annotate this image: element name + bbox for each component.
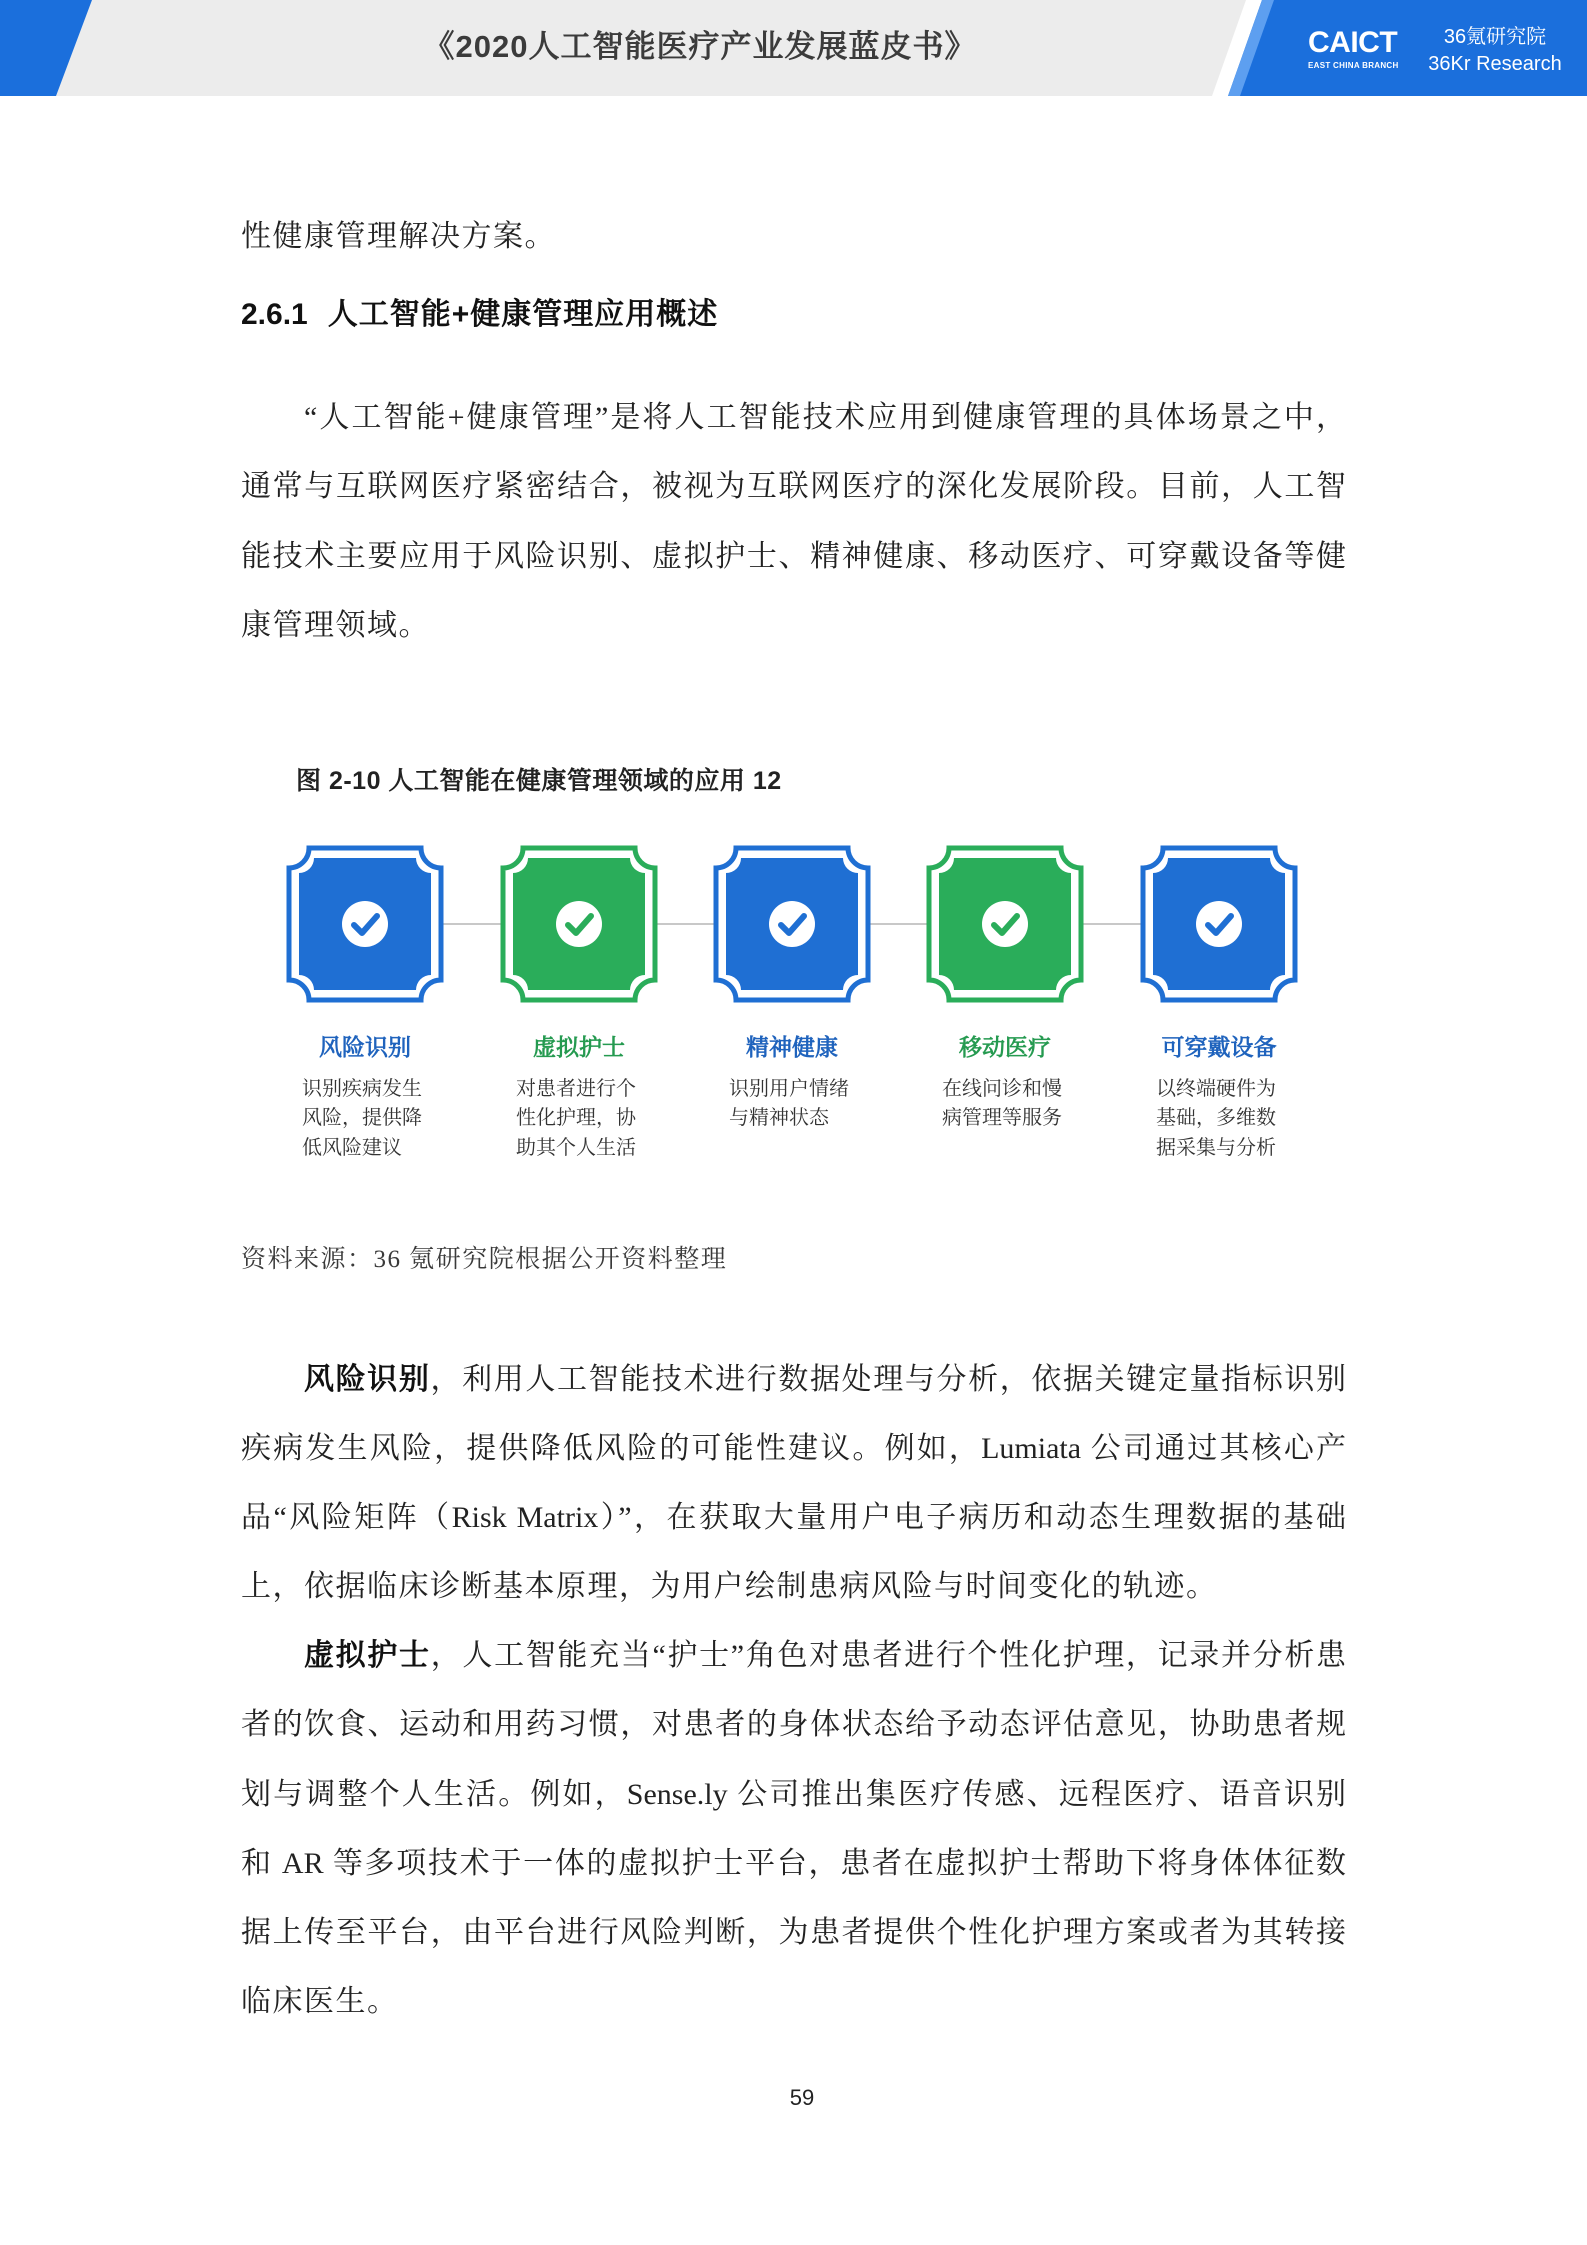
figure-item-title: 可穿戴设备 (1161, 1034, 1277, 1060)
desc-line: 对患者进行个 (516, 1078, 636, 1100)
report-title: 《2020人工智能医疗产业发展蓝皮书》 (423, 29, 977, 64)
line-text: ，利用人工智能技术进行数据处理与分析，依据关键定量指标识别 (430, 1362, 1346, 1396)
previous-paragraph-tail (241, 202, 1346, 271)
paragraph-line: 上，依据临床诊断基本原理，为用户绘制患病风险与时间变化的轨迹。 (241, 1570, 1218, 1604)
badge-frame (286, 845, 444, 1003)
paragraph-virtual-nurse (241, 1621, 1346, 2037)
lead-term: 虚拟护士 (304, 1639, 431, 1672)
paragraph-line: 品“风险矩阵（Risk Matrix）”，在获取大量用户电子病历和动态生理数据的基础 (241, 1501, 1346, 1535)
figure-item-mental-health (685, 845, 899, 1134)
section-title: 人工智能+健康管理应用概述 (327, 298, 719, 331)
figure-application-areas (0, 845, 1587, 1165)
paragraph-line: 据上传至平台，由平台进行风险判断，为患者提供个性化护理方案或者为其转接 (241, 1916, 1346, 1950)
caict-logo (1308, 26, 1412, 72)
36kr-name-en: 36Kr Research (1428, 53, 1562, 75)
paragraph-overview (241, 383, 1346, 660)
caict-logo-name: CAICT (1308, 26, 1398, 59)
desc-line: 性化护理，协 (516, 1107, 636, 1130)
paragraph-line: 者的饮食、运动和用药习惯，对患者的身体状态给予动态评估意见，协助患者规 (241, 1708, 1346, 1742)
desc-line: 以终端硬件为 (1156, 1078, 1276, 1100)
figure-source: 资料来源：36 氪研究院根据公开资料整理 (241, 1246, 728, 1273)
desc-line: 识别疾病发生 (302, 1078, 422, 1100)
check-icon (342, 901, 388, 947)
page-header (0, 0, 1587, 96)
figure-item-desc (472, 1075, 686, 1163)
desc-line: 在线问诊和慢 (942, 1078, 1062, 1100)
badge-frame (713, 845, 871, 1003)
paragraph-risk-identification (241, 1345, 1346, 1622)
caict-logo-branch: EAST CHINA BRANCH (1308, 61, 1399, 70)
figure-caption: 图 2-10 人工智能在健康管理领域的应用 12 (296, 767, 782, 795)
desc-line: 据采集与分析 (1156, 1136, 1276, 1159)
section-heading (241, 280, 718, 349)
desc-line: 与精神状态 (729, 1107, 829, 1130)
badge-frame (500, 845, 658, 1003)
paragraph-line: 和 AR 等多项技术于一体的虚拟护士平台，患者在虚拟护士帮助下将身体体征数 (241, 1846, 1346, 1880)
figure-item-desc (1112, 1075, 1326, 1163)
check-icon (1196, 901, 1242, 947)
paragraph-line: 临床医生。 (241, 1985, 399, 2019)
figure-item-title: 虚拟护士 (533, 1034, 625, 1060)
paragraph-line: 疾病发生风险，提供降低风险的可能性建议。例如，Lumiata 公司通过其核心产 (241, 1431, 1346, 1465)
check-icon (982, 901, 1028, 947)
figure-item-title: 移动医疗 (959, 1034, 1051, 1060)
lead-term: 风险识别 (304, 1362, 431, 1396)
paragraph-line: 性健康管理解决方案。 (241, 219, 556, 253)
check-icon (556, 901, 602, 947)
line-text: ，人工智能充当“护士”角色对患者进行个性化护理，记录并分析患 (430, 1639, 1346, 1672)
36kr-name-cn: 36氪研究院 (1443, 26, 1547, 48)
paragraph-line: 通常与互联网医疗紧密结合，被视为互联网医疗的深化发展阶段。目前，人工智 (241, 470, 1346, 504)
figure-item-title: 精神健康 (746, 1034, 838, 1060)
desc-line: 风险，提供降 (302, 1107, 422, 1130)
badge-frame (1140, 845, 1298, 1003)
figure-item-risk-identification (258, 845, 472, 1163)
badge-frame (926, 845, 1084, 1003)
figure-item-desc (685, 1075, 899, 1134)
paragraph-line: 能技术主要应用于风险识别、虚拟护士、精神健康、移动医疗、可穿戴设备等健 (241, 539, 1346, 573)
figure-item-desc (258, 1075, 472, 1163)
figure-item-title: 风险识别 (319, 1034, 411, 1060)
36kr-research-logo (1420, 24, 1570, 78)
desc-line: 识别用户情绪 (729, 1078, 849, 1100)
desc-line: 病管理等服务 (942, 1107, 1062, 1130)
paragraph-line (241, 1621, 1346, 1690)
paragraph-line (241, 1345, 1346, 1414)
figure-item-wearables (1112, 845, 1326, 1163)
desc-line: 基础，多维数 (1156, 1107, 1276, 1130)
paragraph-line: 康管理领域。 (241, 608, 430, 642)
page-number: 59 (789, 2085, 815, 2110)
figure-item-mobile-medical (898, 845, 1112, 1134)
paragraph-line: “人工智能+健康管理”是将人工智能技术应用到健康管理的具体场景之中， (304, 401, 1346, 434)
figure-item-desc (898, 1075, 1112, 1134)
figure-item-virtual-nurse (472, 845, 686, 1163)
desc-line: 低风险建议 (302, 1136, 402, 1159)
paragraph-line: 划与调整个人生活。例如，Sense.ly 公司推出集医疗传感、远程医疗、语音识别 (241, 1777, 1346, 1811)
check-icon (769, 901, 815, 947)
desc-line: 助其个人生活 (516, 1136, 636, 1159)
section-number: 2.6.1 (241, 298, 308, 331)
